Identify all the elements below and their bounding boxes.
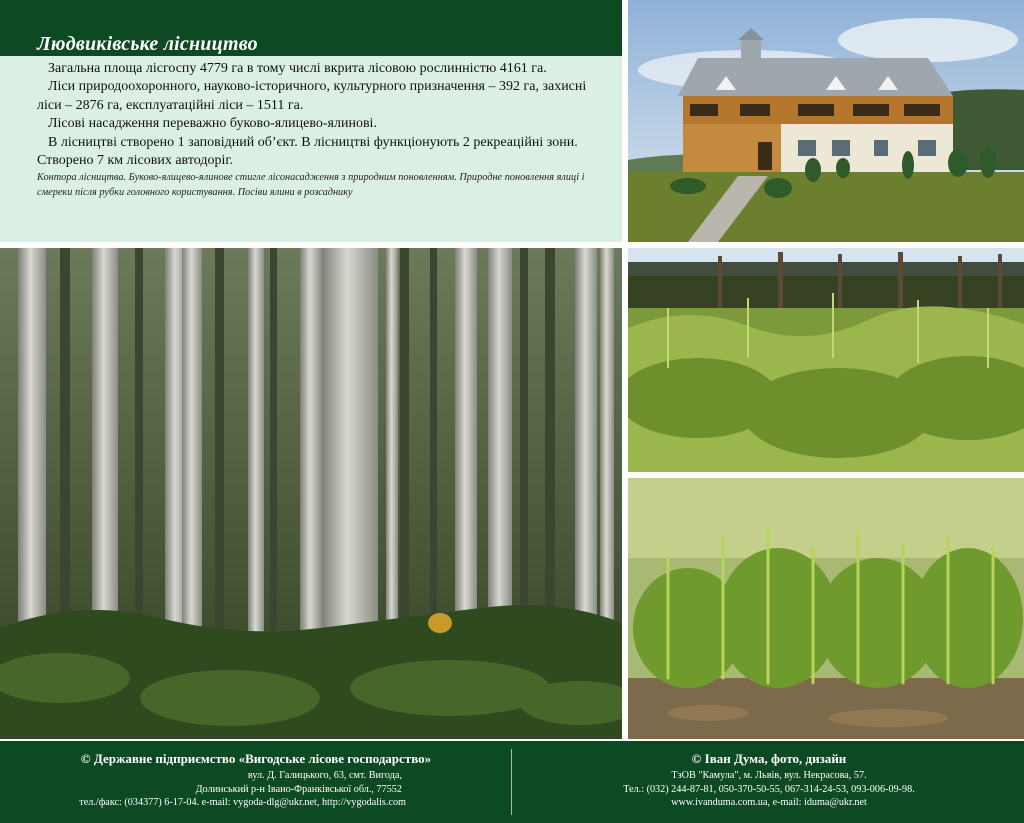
publisher-address-line1: вул. Д. Галицького, 63, смт. Вигода,	[247, 770, 402, 781]
photo-natural-regeneration	[628, 248, 1024, 472]
footer-publisher	[18, 749, 494, 810]
publisher-contacts: тел./факс: (034377) 6-17-04. e-mail: vygoda-dlg@ukr.net, http://vygodalis.com	[79, 797, 406, 809]
credits-phones: Тел.: (032) 244-87-81, 050-370-50-55, 067-314-24-53, 093-006-09-98.	[623, 783, 915, 795]
paragraph-stands: Лісові насадження переважно буково-ялицево-ялинові.	[48, 116, 377, 132]
title-bar	[0, 0, 622, 56]
photo-nursery-seedlings	[628, 478, 1024, 739]
paragraph-area: Загальна площа лісгоспу 4779 га в тому числі вкрита лісовою рослинністю 4161 га.	[48, 61, 547, 76]
photo-forestry-office	[628, 0, 1024, 242]
publisher-address-line2: Долинський р-н Івано-Франківської обл., 77552	[195, 783, 402, 795]
credits-heading: © Іван Дума, фото, дизайн	[691, 751, 847, 766]
footer-divider	[511, 749, 512, 815]
footer-credits	[530, 749, 1008, 810]
paragraph-facilities: В лісництві створено 1 заповідний об’єкт. В лісництві функціонують 2 рекреаційні зони. Створено 7 км лісових автодоріг.	[37, 134, 578, 169]
publisher-heading: © Державне підприємство «Вигодське лісове господарство»	[80, 751, 432, 766]
credits-web: www.ivanduma.com.ua, e-mail: iduma@ukr.net	[671, 797, 867, 809]
footer	[0, 741, 1024, 823]
article-body	[37, 60, 613, 170]
photo-caption: Контора лісництва. Буково-ялицево-ялинове стигле лісонасадження з природним поновленням. Природне поновлення ялиці і смереки після рубки головного користування. Посіви ялини в розсаднику	[37, 172, 585, 198]
text-block	[0, 56, 622, 242]
paragraph-forest-categories: Ліси природоохоронного, науково-історичного, культурного призначення – 392 га, захисні ліси – 2876 га, експлуатаційні ліси – 1511 га.	[37, 79, 587, 113]
page-title: Людвиківське лісництво	[37, 33, 258, 55]
photo-mature-forest	[0, 248, 622, 739]
credits-address: ТзОВ "Камула", м. Львів, вул. Некрасова, 57.	[671, 770, 867, 781]
